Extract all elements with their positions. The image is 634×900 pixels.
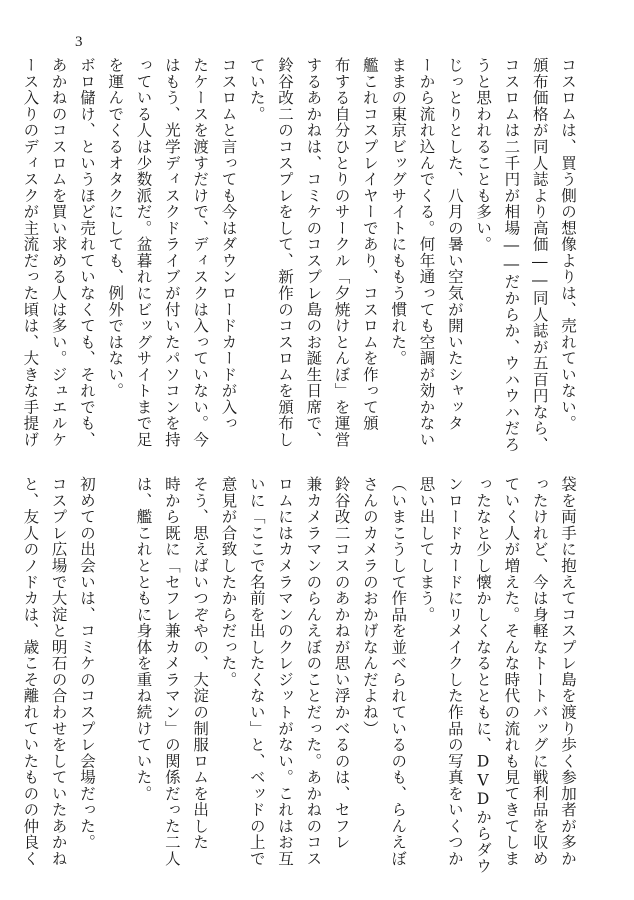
- text-line: ーから流れ込んでくる。何年通っても空調が効かない: [417, 57, 436, 448]
- text-line: ていた。: [247, 57, 266, 123]
- text-line: [101, 476, 129, 886]
- text-line: あかねのコスロムを買い求める人は多い。ジュエルケ: [49, 57, 68, 448]
- text-line: たケースを渡すだけで、ディスクは入っていない。今: [191, 57, 210, 448]
- upper-text-block: [21, 57, 582, 467]
- text-line: ボロ儲け、というほど売れていなくても、それでも、: [77, 57, 96, 448]
- lower-text-block: [21, 476, 582, 886]
- text-line: は、艦これとともに身体を重ね続けていた。: [134, 476, 153, 802]
- text-line: 頒布価格が同人誌より高価――同人誌が五百円なら、: [530, 57, 549, 453]
- text-line: っている人は少数派だ。盆暮れにビッグサイトまで足: [134, 57, 153, 448]
- text-line: コスプレ広場で大淀と明石の合わせをしていたあかね: [49, 476, 68, 867]
- text-line: 思い出してしまう。: [417, 476, 436, 623]
- text-line: 初めての出会いは、コミケのコスプレ会場だった。: [77, 476, 96, 851]
- text-line: を運んでくるオタクにしても、例外ではない。: [106, 57, 125, 399]
- text-line: ったけれど、今は身軽なトートバッグに戦利品を収め: [530, 476, 549, 867]
- text-line: コスロムは二千円が相場――だからか、ウハウハだろ: [502, 57, 521, 453]
- text-line: ったなと少し懐かしくなるとともに、DVDからダウ: [474, 476, 493, 875]
- text-line: いに「ここで名前を出したくない」と、ベッドの上で: [247, 476, 266, 867]
- text-line: うと思われることも多い。: [474, 57, 493, 253]
- text-line: するあかねは、コミケのコスプレ島のお誕生日席で、: [304, 57, 323, 448]
- text-line: ままの東京ビッグサイトにももう慣れた。: [389, 57, 408, 367]
- text-line: ロムにはカメラマンのクレジットがない。これはお互: [276, 476, 295, 867]
- text-line: 鈴谷改二のコスプレをして、新作のコスロムを頒布し: [276, 57, 295, 448]
- text-line: 艦これコスプレイヤーであり、コスロムを作って頒: [360, 57, 379, 432]
- text-line: 袋を両手に抱えてコスプレ島を渡り歩く参加者が多か: [559, 476, 577, 867]
- text-line: 時から既に「セフレ兼カメラマン」の関係だった二人: [162, 476, 181, 867]
- text-line: そう、思えばいつぞやの、大淀の制服ロムを出した: [191, 476, 210, 851]
- text-line: （いまこうして作品を並べられているのも、らんえぼ: [389, 476, 408, 867]
- text-line: コスロムと言っても今はダウンロードカードが入っ: [219, 57, 238, 432]
- text-line: 布する自分ひとりのサークル「夕焼けとんぼ」を運営: [332, 57, 351, 448]
- text-line: コスロムは、買う側の想像よりは、売れていない。: [559, 57, 577, 432]
- text-line: 兼カメラマンのらんえぼのことだった。あかねのコス: [304, 476, 323, 867]
- text-line: と、友人のノドカは、歳こそ離れていたものの仲良く: [21, 476, 40, 867]
- text-line: ていく人が増えた。そんな時代の流れも見てきてしま: [502, 476, 521, 867]
- text-line: ンロードカードにリメイクした作品の写真をいくつか: [445, 476, 464, 867]
- text-line: さんのカメラのおかげなんだよね）: [360, 476, 379, 737]
- text-line: 鈴谷改二コスのあかねが思い浮かべるのは、セフレ: [332, 476, 351, 851]
- text-line: じっとりとした、八月の暑い空気が開いたシャッタ: [445, 57, 464, 432]
- text-line: はもう、光学ディスクドライブが付いたパソコンを持: [162, 57, 181, 448]
- text-line: 意見が合致したからだった。: [219, 476, 238, 688]
- page-number: 3: [75, 34, 83, 50]
- text-line: ース入りのディスクが主流だった頃は、大きな手提げ: [21, 57, 40, 448]
